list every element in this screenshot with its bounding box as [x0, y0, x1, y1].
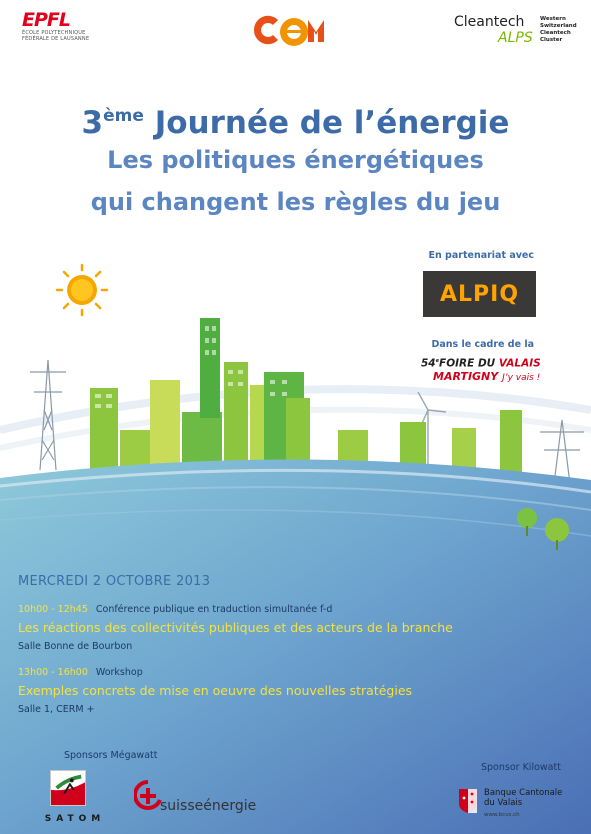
- epfl-subtitle-2: FÉDÉRALE DE LAUSANNE: [22, 36, 90, 42]
- cleantech-text: Cleantech: [454, 14, 525, 30]
- foire-du-valais-logo: [421, 355, 551, 391]
- sponsors-kilowatt-label: Sponsor Kilowatt: [481, 762, 561, 773]
- event-date: MERCREDI 2 OCTOBRE 2013: [18, 574, 211, 589]
- svg-text:CEM: CEM: [293, 50, 297, 51]
- foire-number: 54: [421, 357, 436, 370]
- epfl-subtitle-1: ÉCOLE POLYTECHNIQUE: [22, 30, 86, 36]
- satom-text: SATOM: [44, 814, 106, 824]
- session-1-type: Conférence publique en traduction simultanée f-d: [95, 604, 333, 615]
- foire-slogan: J’y vais !: [502, 372, 541, 383]
- foire-city: MARTIGNY: [433, 369, 499, 383]
- session-1-time: 10h00 - 12h45: [18, 604, 88, 615]
- sun-icon: [57, 265, 107, 315]
- sponsors-megawatt-label: Sponsors Mégawatt: [64, 750, 158, 761]
- session-2-header: [18, 667, 143, 678]
- satom-logo: [30, 770, 120, 826]
- bcv-url: www.bcvs.ch: [484, 812, 520, 818]
- bcv-name: Banque Cantonale du Valais: [484, 788, 563, 808]
- cem-logo: [250, 8, 340, 52]
- satom-mark-icon: [50, 770, 86, 806]
- subtitle-line-1: Les politiques énergétiques: [107, 146, 484, 174]
- epfl-logo: [22, 10, 102, 42]
- alpiq-logo: ALPIQ: [423, 271, 536, 317]
- subtitle-line-2: qui changent les règles du jeu: [90, 188, 501, 216]
- context-label: Dans le cadre de la: [431, 339, 534, 350]
- cleantech-alps-logo: [454, 14, 577, 54]
- cleantech-region: Western Switzerland Cleantech Cluster: [540, 16, 577, 43]
- alps-text: ALPS: [498, 30, 533, 46]
- session-1-title: Les réactions des collectivités publiques et des acteurs de la branche: [18, 620, 453, 635]
- title-main: Journée de l’énergie: [154, 105, 510, 141]
- suisse-energie-icon: [134, 780, 162, 812]
- session-2-title: Exemples concrets de mise en oeuvre des nouvelles stratégies: [18, 683, 413, 698]
- foire-valais: VALAIS: [498, 357, 541, 370]
- bcv-shield-icon: [458, 788, 478, 814]
- foire-sup: e: [435, 358, 440, 364]
- bcv-logo: [458, 786, 578, 826]
- suisse-energie-logo: [134, 776, 274, 816]
- main-title: [0, 96, 591, 143]
- session-2-room: Salle 1, CERM +: [18, 704, 95, 715]
- epfl-logo-text: EPFL: [22, 9, 70, 31]
- suisse-energie-text: suisseénergie: [160, 798, 257, 814]
- partner-label: En partenariat avec: [428, 250, 534, 261]
- session-1-header: [18, 604, 332, 615]
- session-2-time: 13h00 - 16h00: [18, 667, 88, 678]
- title-ordinal-number: 3: [81, 105, 104, 141]
- foire-word: FOIRE DU: [439, 357, 496, 370]
- session-1-room: Salle Bonne de Bourbon: [18, 641, 133, 652]
- session-2-type: Workshop: [95, 667, 143, 678]
- title-ordinal-suffix: ème: [103, 106, 144, 126]
